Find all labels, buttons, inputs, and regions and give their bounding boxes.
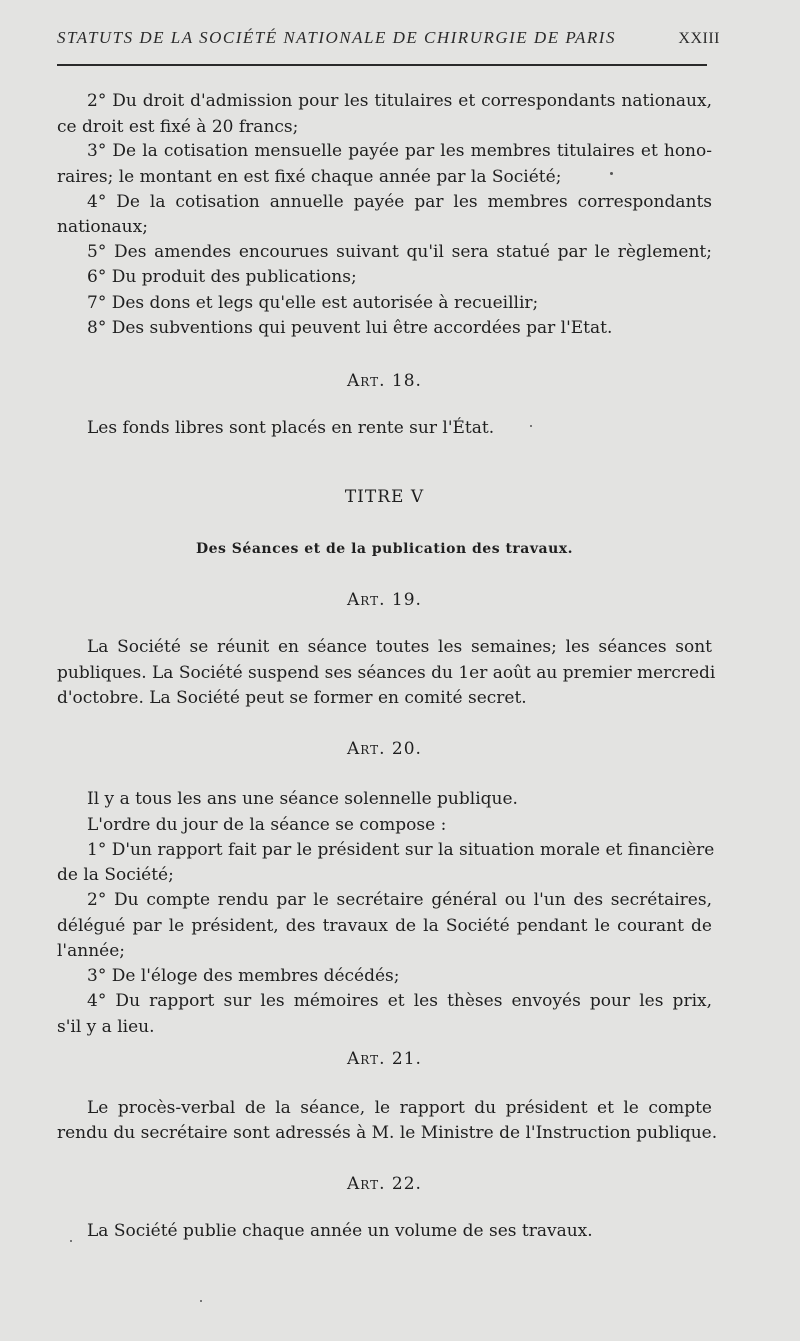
text-line: 7° Des dons et legs qu'elle est autorisée à recueillir; — [87, 293, 539, 313]
paper-speck — [530, 425, 532, 427]
text-line: de la Société; — [57, 865, 174, 885]
running-header — [57, 28, 720, 48]
text-line: l'année; — [57, 941, 125, 961]
text-line: 6° Du produit des publications; — [87, 267, 357, 287]
text-line: 4° Du rapport sur les mémoires et les thèses envoyés pour les prix, — [87, 991, 712, 1011]
paper-speck — [200, 1300, 202, 1302]
page-number: XXIII — [678, 30, 720, 47]
header-rule — [57, 64, 707, 66]
text-line: La Société publie chaque année un volume de ses travaux. — [87, 1221, 593, 1241]
article-heading: Art. 22. — [347, 1174, 422, 1194]
text-line: 2° Du droit d'admission pour les titulaires et correspondants nationaux, — [87, 91, 712, 111]
text-line: 2° Du compte rendu par le secrétaire général ou l'un des secrétaires, — [87, 890, 712, 910]
text-line: Les fonds libres sont placés en rente sur l'État. — [87, 418, 495, 438]
text-line: raires; le montant en est fixé chaque année par la Société; — [57, 167, 562, 187]
text-line: 8° Des subventions qui peuvent lui être accordées par l'Etat. — [87, 318, 613, 338]
paper-speck — [610, 172, 613, 175]
running-title: STATUTS DE LA SOCIÉTÉ NATIONALE DE CHIRURGIE DE PARIS — [57, 28, 616, 47]
section-subtitle: Des Séances et de la publication des travaux. — [196, 541, 573, 557]
text-line: 3° De la cotisation mensuelle payée par les membres titulaires et hono- — [87, 141, 712, 161]
text-line: 4° De la cotisation annuelle payée par les membres correspondants — [87, 192, 712, 212]
text-line: Il y a tous les ans une séance solennelle publique. — [87, 789, 518, 809]
text-line: s'il y a lieu. — [57, 1017, 155, 1037]
text-line: d'octobre. La Société peut se former en comité secret. — [57, 688, 527, 708]
text-line: L'ordre du jour de la séance se compose : — [87, 815, 447, 835]
text-line: 3° De l'éloge des membres décédés; — [87, 966, 400, 986]
text-line: La Société se réunit en séance toutes les semaines; les séances sont — [87, 637, 712, 657]
text-line: 1° D'un rapport fait par le président sur la situation morale et financière — [87, 840, 715, 860]
text-line: ce droit est fixé à 20 francs; — [57, 117, 299, 137]
paper-speck — [70, 1240, 72, 1242]
text-line: délégué par le président, des travaux de la Société pendant le courant de — [57, 916, 712, 936]
article-heading: Art. 18. — [347, 371, 422, 391]
article-heading: Art. 21. — [347, 1049, 422, 1069]
article-heading: Art. 19. — [347, 590, 422, 610]
text-line: rendu du secrétaire sont adressés à M. le Ministre de l'Instruction publique. — [57, 1123, 718, 1143]
text-line: 5° Des amendes encourues suivant qu'il sera statué par le règlement; — [87, 242, 712, 262]
article-heading: Art. 20. — [347, 739, 422, 759]
text-line: Le procès-verbal de la séance, le rapport du président et le compte — [87, 1098, 712, 1118]
text-line: publiques. La Société suspend ses séances du 1er août au premier mercredi — [57, 663, 716, 683]
text-line: nationaux; — [57, 217, 148, 237]
section-title: TITRE V — [344, 487, 425, 507]
